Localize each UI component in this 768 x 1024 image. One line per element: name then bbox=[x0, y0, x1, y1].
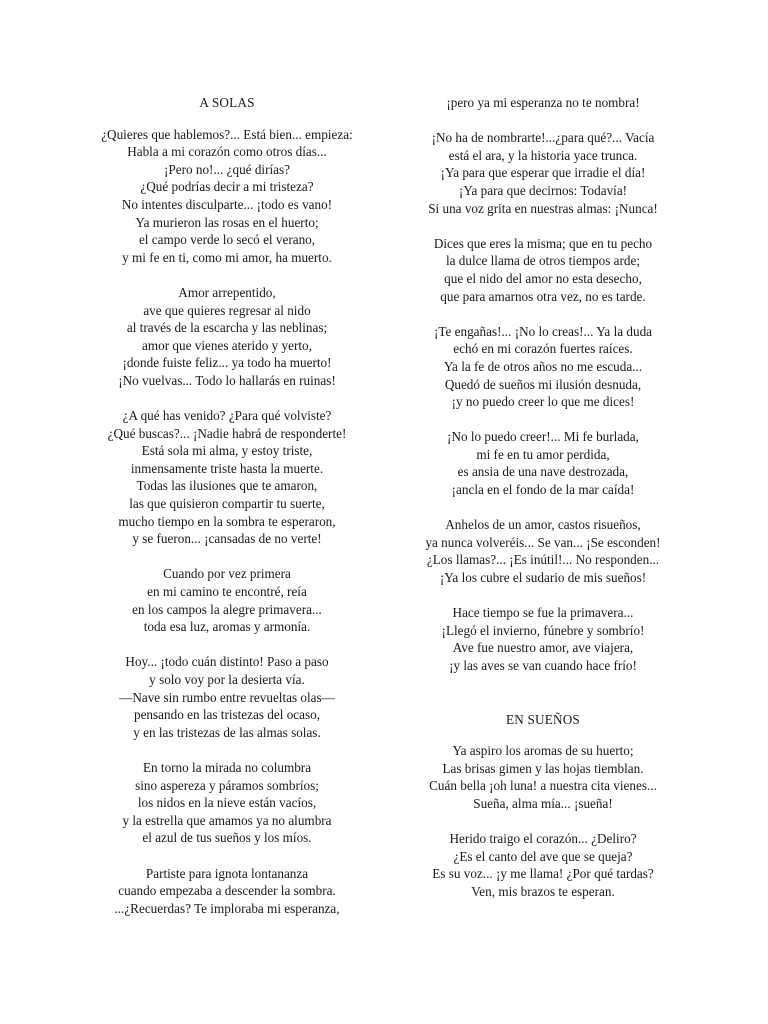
verse-line: ¡ancla en el fondo de la mar caída! bbox=[451, 482, 635, 498]
verse-line: sino aspereza y páramos sombríos; bbox=[135, 777, 319, 793]
verse-line: —Nave sin rumbo entre revueltas olas— bbox=[119, 689, 335, 705]
verse-line: el campo verde lo secó el verano, bbox=[138, 232, 316, 248]
verse-line: Cuán bella ¡oh luna! a nuestra cita vienes... bbox=[429, 778, 657, 794]
verse-line: Hoy... ¡todo cuán distinto! Paso a paso bbox=[125, 654, 329, 670]
verse-line: ¿Es el canto del ave que se queja? bbox=[453, 848, 633, 864]
verse-line: y en las tristezas de las almas solas. bbox=[133, 724, 321, 740]
verse-line: Partiste para ignota lontananza bbox=[145, 865, 309, 881]
verse-line: el azul de tus sueños y los míos. bbox=[142, 830, 312, 846]
verse-line: ...¿Recuerdas? Te imploraba mi esperanza, bbox=[114, 900, 340, 916]
verse-line: ya nunca volveréis... Se van... ¡Se esconden! bbox=[425, 534, 661, 550]
verse-line: ¡No lo puedo creer!... Mi fe burlada, bbox=[447, 429, 639, 445]
right-stanzas-a bbox=[404, 94, 682, 675]
verse-line: Ya aspiro los aromas de su huerto; bbox=[452, 743, 634, 759]
verse-line: ¡Ya para que esperar que irradie el día! bbox=[440, 165, 646, 181]
stanza bbox=[404, 742, 682, 812]
left-column bbox=[86, 94, 368, 935]
verse-line: está el ara, y la historia yace trunca. bbox=[448, 147, 638, 163]
verse-line: Si una voz grita en nuestras almas: ¡Nunca! bbox=[428, 200, 658, 216]
verse-line: ¡pero ya mi esperanza no te nombra! bbox=[446, 95, 640, 110]
verse-line: mucho tiempo en la sombra te esperaron, bbox=[118, 513, 336, 529]
verse-line: ¿Qué podrías decir a mi tristeza? bbox=[140, 179, 314, 195]
verse-line: inmensamente triste hasta la muerte. bbox=[130, 460, 324, 476]
left-stanzas bbox=[86, 126, 368, 918]
stanza bbox=[86, 759, 368, 847]
verse-line: toda esa luz, aromas y armonía. bbox=[143, 619, 311, 635]
verse-line: Cuando por vez primera bbox=[163, 566, 291, 582]
stanza bbox=[404, 516, 682, 586]
verse-line: ¡Ya los cubre el sudario de mis sueños! bbox=[439, 570, 647, 586]
verse-line: en los campos la alegre primavera... bbox=[132, 601, 322, 617]
stanza bbox=[404, 235, 682, 305]
stanza bbox=[86, 407, 368, 548]
stanza bbox=[404, 129, 682, 217]
verse-line: ¡y las aves se van cuando hace frío! bbox=[449, 658, 637, 673]
stanza bbox=[404, 94, 682, 112]
verse-line: ¡Pero no!... ¿qué dirías? bbox=[164, 161, 290, 177]
verse-line: Herido traigo el corazón... ¿Deliro? bbox=[449, 831, 637, 847]
verse-line: al través de la escarcha y las neblinas; bbox=[126, 320, 328, 336]
verse-line: ¡Te engañas!... ¡No lo creas!... Ya la duda bbox=[433, 323, 653, 339]
verse-line: ¿Quieres que hablemos?... Está bien... empieza: bbox=[101, 126, 353, 142]
verse-line: Anhelos de un amor, castos risueños, bbox=[445, 517, 641, 533]
verse-line: ¿Qué buscas?... ¡Nadie habrá de responderte! bbox=[107, 425, 347, 441]
verse-line: mi fe en tu amor perdida, bbox=[476, 446, 610, 462]
stanza bbox=[86, 126, 368, 267]
verse-line: ¡donde fuiste feliz... ya todo ha muerto! bbox=[122, 355, 332, 371]
verse-line: ¡Llegó el invierno, fúnebre y sombrío! bbox=[441, 622, 645, 638]
verse-line: que el nido del amor no esta desecho, bbox=[444, 270, 642, 286]
verse-line: ¿A qué has venido? ¿Para qué volviste? bbox=[122, 408, 332, 424]
verse-line: en mi camino te encontré, reía bbox=[147, 584, 307, 600]
verse-line: Es su voz... ¡y me llama! ¿Por qué tardas? bbox=[432, 866, 654, 882]
verse-line: y solo voy por la desierta vía. bbox=[149, 672, 305, 687]
verse-line: ¡Ya para que decirnos: Todavía! bbox=[458, 182, 628, 198]
stanza bbox=[404, 428, 682, 498]
verse-line: y se fueron... ¡cansadas de no verte! bbox=[132, 531, 322, 547]
verse-line: Hace tiempo se fue la primavera... bbox=[452, 605, 634, 621]
verse-line: Todas las ilusiones que te amaron, bbox=[136, 478, 318, 494]
verse-line: Ya la fe de otros años no me escuda... bbox=[443, 358, 643, 374]
stanza bbox=[86, 865, 368, 918]
verse-line: ¡y no puedo creer lo que me dices! bbox=[451, 394, 635, 410]
verse-line: cuando empezaba a descender la sombra. bbox=[118, 883, 336, 899]
verse-line: es ansia de una nave destrozada, bbox=[457, 464, 629, 480]
verse-line: ¡No ha de nombrarte!...¿para qué?... Vacía bbox=[431, 130, 655, 146]
verse-line: Amor arrepentido, bbox=[178, 284, 276, 300]
verse-line: Habla a mi corazón como otros días... bbox=[127, 144, 327, 160]
poem-title-en-suenos: EN SUEÑOS bbox=[506, 711, 580, 727]
verse-line: Quedó de sueños mi ilusión desnuda, bbox=[444, 376, 642, 392]
stanza bbox=[404, 604, 682, 674]
verse-line: Ya murieron las rosas en el huerto; bbox=[135, 214, 319, 230]
right-stanzas-b bbox=[404, 742, 682, 900]
verse-line: que para amarnos otra vez, no es tarde. bbox=[440, 288, 646, 304]
verse-line: Las brisas gimen y las hojas tiemblan. bbox=[442, 760, 644, 776]
stanza bbox=[86, 565, 368, 635]
verse-line: las que quisieron compartir tu suerte, bbox=[129, 496, 325, 512]
verse-line: ¿Los llamas?... ¡Es inútil!... No responden... bbox=[426, 552, 660, 568]
stanza bbox=[404, 830, 682, 900]
verse-line: echó en mi corazón fuertes raíces. bbox=[453, 341, 633, 357]
verse-line: Sueña, alma mía... ¡sueña! bbox=[473, 795, 613, 811]
right-column bbox=[404, 94, 682, 918]
verse-line: y la estrella que amamos ya no alumbra bbox=[122, 812, 332, 828]
verse-line: amor que vienes aterido y yerto, bbox=[142, 337, 312, 353]
verse-line: pensando en las tristezas del ocaso, bbox=[133, 707, 321, 723]
verse-line: Dices que eres la misma; que en tu pecho bbox=[433, 235, 653, 251]
verse-line: ¡No vuelvas... Todo lo hallarás en ruinas! bbox=[118, 372, 336, 388]
verse-line: Ven, mis brazos te esperan. bbox=[471, 883, 615, 899]
verse-line: los nidos en la nieve están vacíos, bbox=[137, 795, 317, 811]
poem-title-a-solas: A SOLAS bbox=[199, 95, 255, 110]
verse-line: No intentes disculparte... ¡todo es vano! bbox=[121, 196, 333, 212]
stanza bbox=[86, 284, 368, 390]
stanza bbox=[404, 323, 682, 411]
verse-line: la dulce llama de otros tiempos arde; bbox=[445, 253, 641, 269]
verse-line: ave que quieres regresar al nido bbox=[143, 302, 311, 318]
verse-line: y mi fe en ti, como mi amor, ha muerto. bbox=[122, 249, 332, 265]
stanza bbox=[86, 653, 368, 741]
verse-line: Ave fue nuestro amor, ave viajera, bbox=[452, 640, 634, 656]
verse-line: Está sola mi alma, y estoy triste, bbox=[141, 443, 313, 459]
verse-line: En torno la mirada no columbra bbox=[142, 759, 312, 775]
